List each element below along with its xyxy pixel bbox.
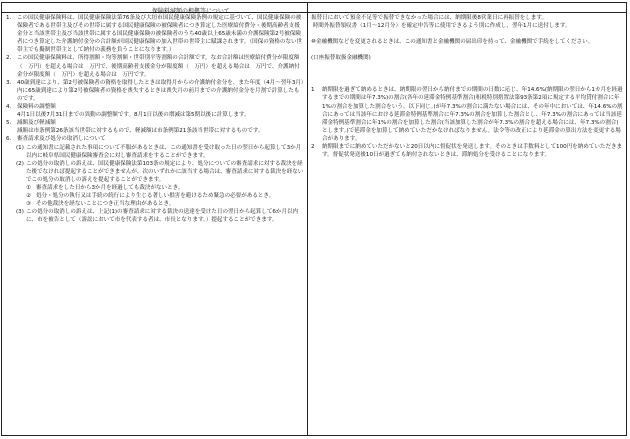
left-item: 5． 減額及び軽減額 減額は市条例第26条該当世帯に対するもので、軽減額は市条例第21条該当世帯に対するものです。 [6, 120, 264, 135]
column-divider [307, 3, 308, 435]
right-item: 2 納期限までに納めていただかないと20日以内に督促状を発送します。そのときは手数料として100円を納めていただきます。督促状発送後10日が過ぎても納付されないときは、滞納処分を受けることになります。 [311, 144, 623, 159]
left-subsubitem: ② 処分・処分の執行又は手続の続行により生じる著しい損害を避けるため緊急の必要があるとき。 [26, 193, 275, 200]
left-column [6, 14, 304, 224]
left-subsubitem: ③ その他裁決を経ないことにつき正当な理由があるとき。 [26, 201, 175, 208]
left-item: 6． 審査請求及び処分の取消しについて [6, 136, 106, 143]
left-subsubitem: ① 審査請求をした日から3か月を経過しても裁決がないとき。 [26, 184, 184, 191]
left-item: 1． この国民健康保険料は、国民健康保険法第76条及び大垣市国民健康保険条例の規定に基づいて、国民健康保険の被保険者である世帯主及びその世帯に属する国民健康保険の被保険者につき算定した医療給付費分・後期高齢者支援金分と当該世帯主及び当該世帯に属する国民健康保険の被保険者のうち40歳以上65歳未満の介護保険第2号被保険者につき算定した介護納付金分の合計額が国民健康保険の加入世帯の世帯主に賦課されます。（国保の資格のない世帯主でも擬制世帯主として納付の義務を負うことになります。） [6, 15, 303, 54]
left-subitem: (1) この通知書に記載された事項について不服があるときは、この通知書を受け取った日の翌日から起算して3か月以内に岐阜県国民健康保険審査会に対し審査請求をすることができます。 [16, 144, 302, 159]
left-subitem: (2) この処分の取消しの訴えは、国民健康保険法第103条の規定により、処分についての審査請求に対する裁決を経た後でなければ提起することができませんが、次のいずれかに該当する場合は、審査請求に対する裁決を経ないでこの処分の取消しの訴えを提起することができます。 [16, 160, 304, 183]
right-column [311, 14, 623, 159]
section-title: (口座振替取扱金融機関) [311, 55, 371, 62]
top-rule [2, 12, 626, 13]
right-item: 1 納期限を過ぎて納めるときは、納期限の翌日から納付までの期間の日数に応じ、年14.6%(納期限の翌日から1カ月を経過するまでの期間は年7.3%)の割合(各年の延滞金特例基準割合(租税特別措置法第93条第2項に規定する平均貸付割合に年1%の割合を加算した割合をいう。以下同じ。)が年7.3%の割合に満たない場合には、その年中においては、年14.6%の割合にあっては当該年における延滞金特例基準割合に年7.3%の割合を加算した割合とし、年7.3%の割合にあっては当該延滞金特例基準割合に年1%の割合を加算した割合(当該加算した割合が年7.3%の割合を超える場合には、年7.3%の割合)とします。)で延滞金を加算して納めていただかなければなりません。法令等の改正により延滞金の算出方法を変更する場合があります。 [311, 87, 623, 142]
right-paragraph-bank-change: ⑩金融機関などを変更されるときは、この通知書と金融機関の届出印を持って、金融機関で手続をしてください。 [311, 39, 594, 46]
document-sheet [1, 2, 627, 436]
left-item: 4． 保険料の調整額 4月1日以後7月31日までの異動の調整額です。8月1日以後の増減は第5期以後に計算します。 [6, 104, 250, 119]
left-item: 2． この国民健康保険料は、所得割額・均等割額・世帯別平等割額の合計額です。なお合計額は医療給付費分が限度額（ 万円）を超える場合は 万円で、後期高齢者支援金分が限度額（ 万円）を超える場合は 万円で、介護納付金分が限度額（ 万円）を超える場合は 万円です。 [6, 55, 300, 78]
right-paragraph-transfer: 振替日において預金不足等で振替できなかった場合には、納期限後8営業日に再振替をします。 時間外振替領収書（1月～12月分）を確定申告等に使用できるよう別に作成し、翌年1月に送付します。 [311, 15, 571, 30]
left-heading: 保険料減額の根拠等について [152, 8, 230, 15]
left-item: 3． 40歳到達により、第2号被保険者の資格を取得したときは取得月からの介護納付金分を、また年度（4月～翌年3月）内に65歳到達により第2号被保険者の資格を喪失するときは喪失月の前月までの介護納付金分を月割で計算したものです。 [6, 79, 304, 102]
left-subitem: (3) この処分の取消しの訴えは、上記(1)の審査請求に対する裁決の送達を受けた日の翌日から起算して6か月以内に、市を被告として（訴訟において市を代表する者は、市長となります。）提起することができます。 [16, 209, 299, 224]
